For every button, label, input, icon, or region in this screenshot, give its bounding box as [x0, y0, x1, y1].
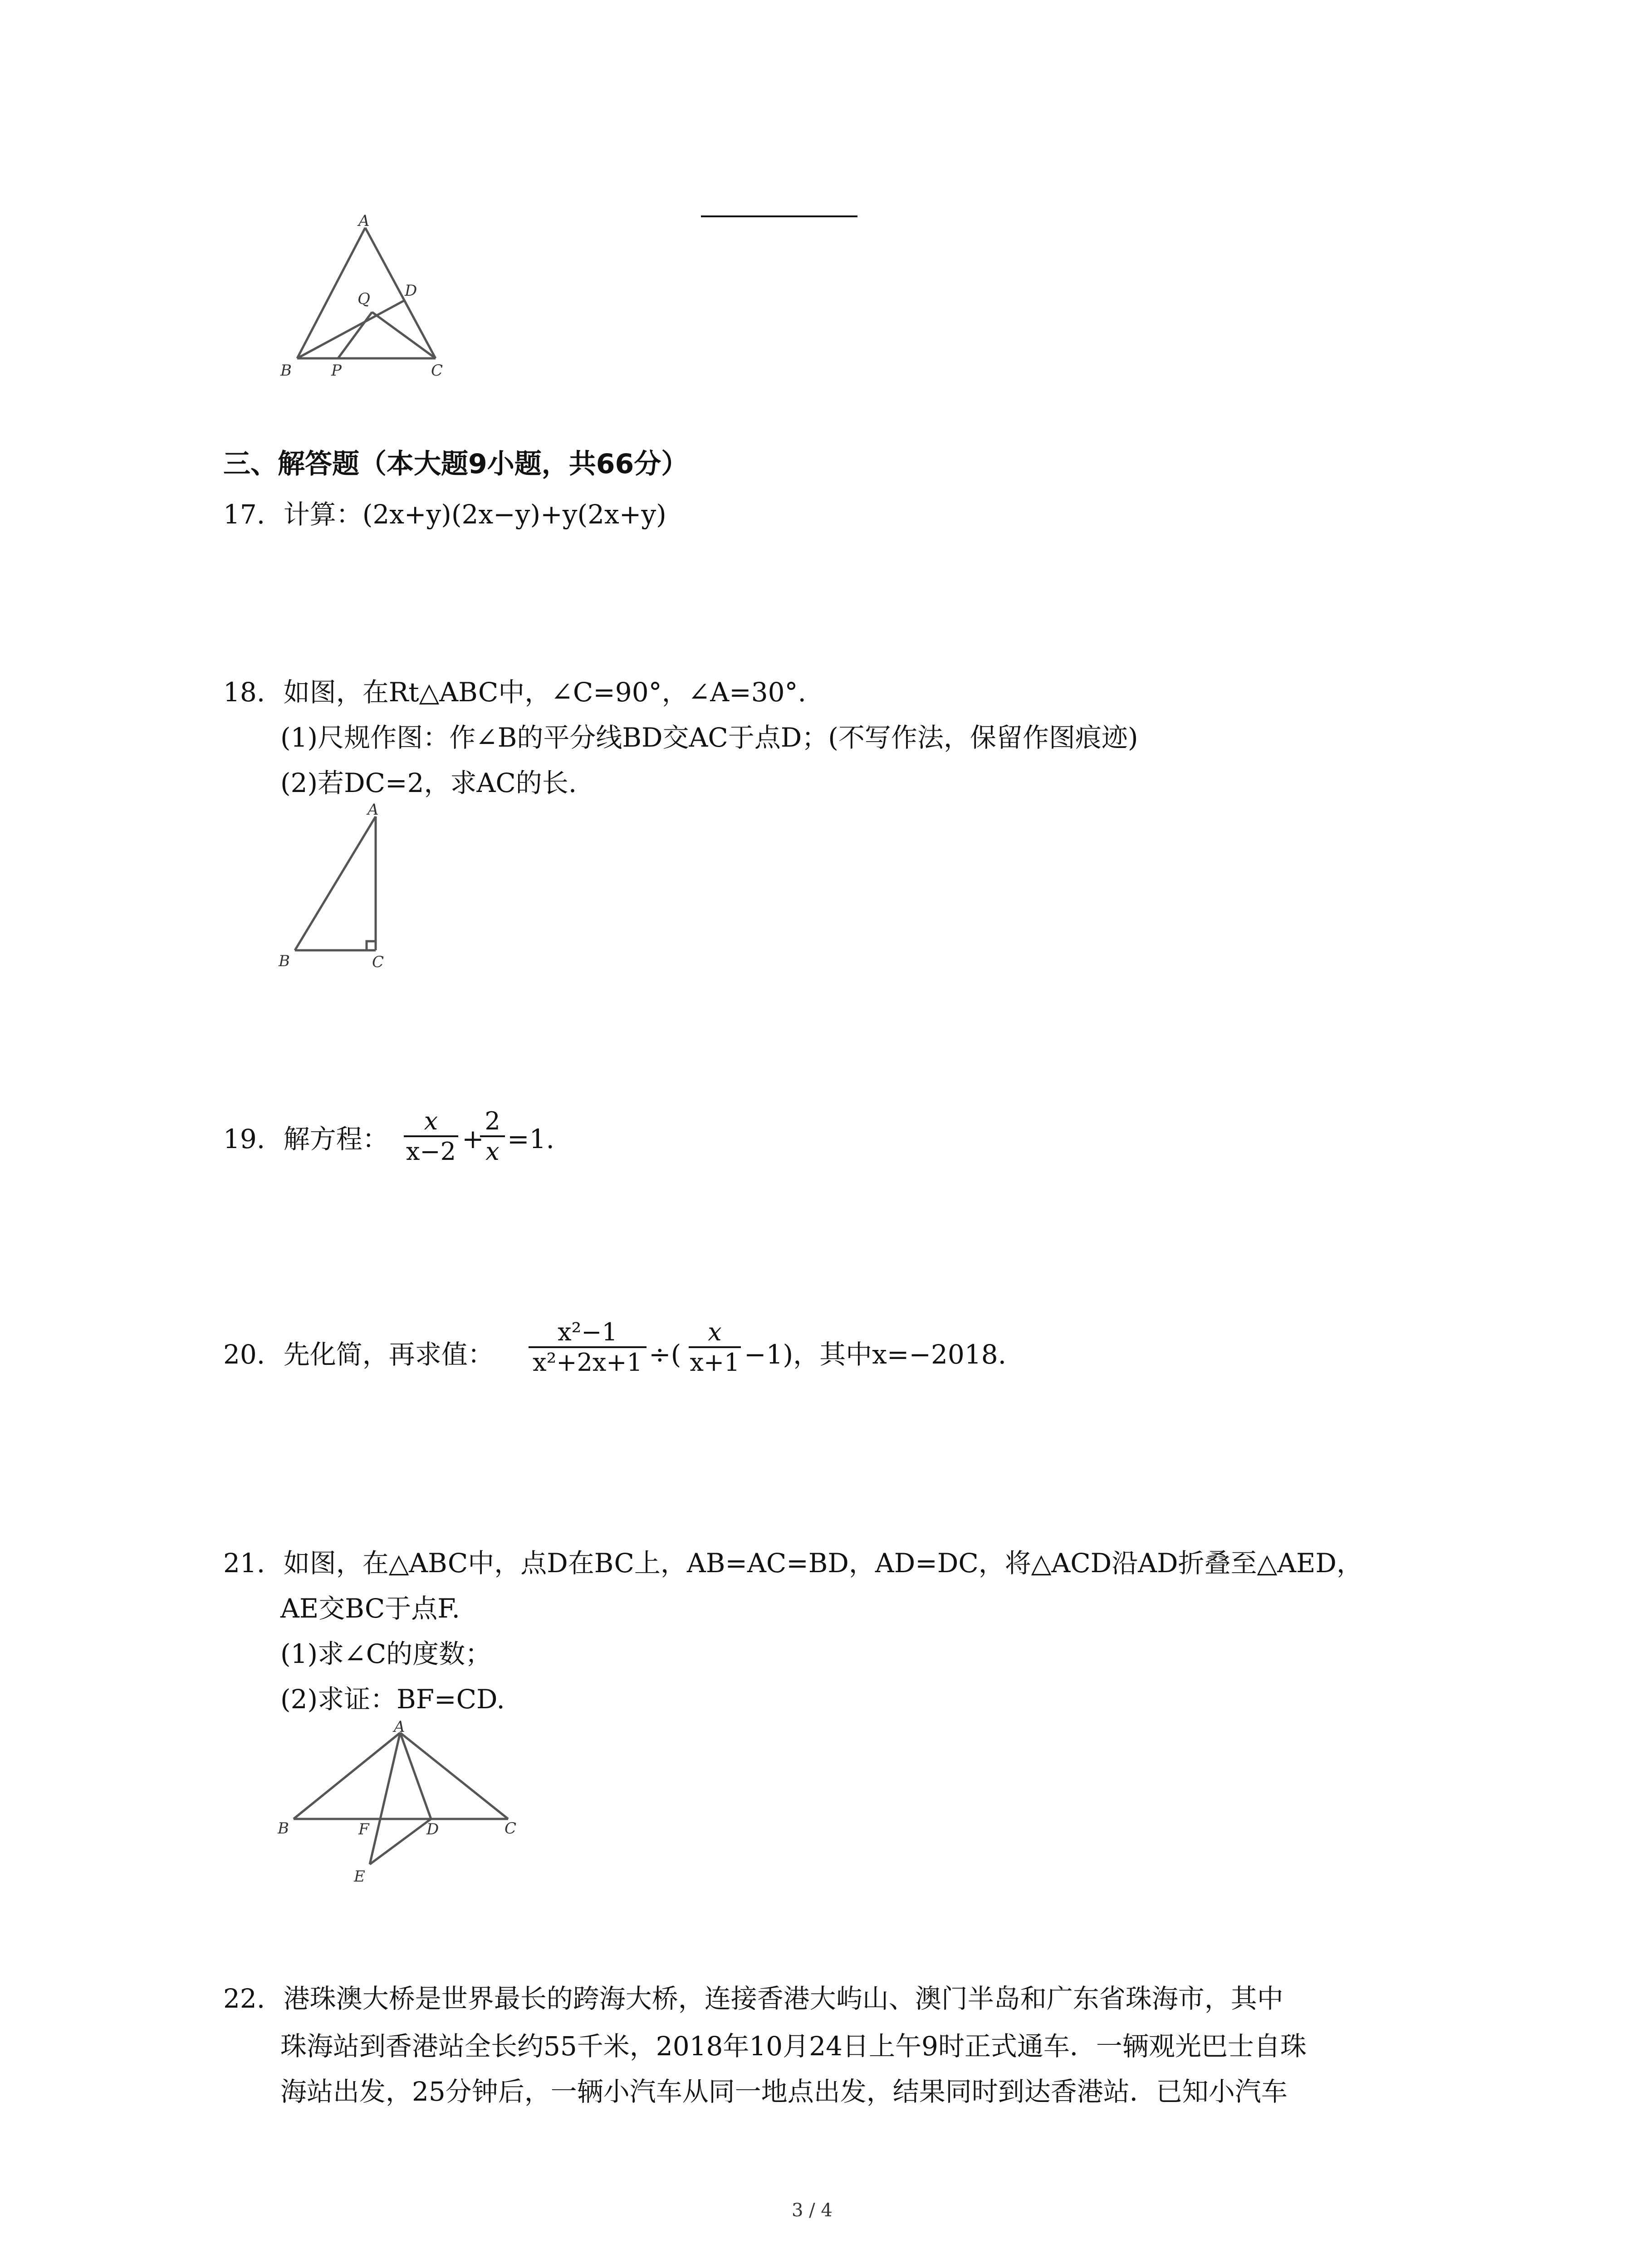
question-22-line-3: 海站出发，25分钟后，一辆小汽车从同一地点出发，结果同时到达香港站．已知小汽车	[280, 2076, 1288, 2107]
numerator: x	[708, 1318, 722, 1346]
label-b: B	[280, 362, 292, 380]
numerator: 2	[485, 1107, 500, 1135]
question-20-suffix: −1)，其中x=−2018.	[744, 1339, 1007, 1370]
question-text: 如图，在Rt△ABC中，∠C=90°，∠A=30°.	[283, 677, 806, 708]
question-text: 计算：(2x+y)(2x−y)+y(2x+y)	[283, 499, 666, 530]
question-number: 17.	[223, 499, 265, 530]
section-title: 三、解答题（本大题9小题，共66分）	[223, 448, 689, 480]
question-number: 19.	[223, 1124, 265, 1154]
numerator: x	[424, 1107, 438, 1135]
label-e: E	[354, 1867, 365, 1886]
denominator: x+1	[689, 1346, 741, 1377]
question-number: 22.	[223, 1983, 265, 2014]
label-d: D	[405, 282, 417, 300]
question-prefix: 解方程：	[283, 1124, 389, 1154]
question-text: 港珠澳大桥是世界最长的跨海大桥，连接香港大屿山、澳门半岛和广东省珠海市，其中	[283, 1983, 1283, 2014]
question-number: 21.	[223, 1548, 265, 1579]
page-number: 3 / 4	[792, 2200, 833, 2221]
denominator: x²+2x+1	[529, 1346, 647, 1377]
fraction-x-over-x-plus-1	[689, 1318, 741, 1377]
figure-triangle-abc-pq	[268, 213, 467, 390]
label-d: D	[426, 1820, 439, 1838]
denominator: x	[480, 1135, 505, 1166]
question-text: 如图，在△ABC中，点D在BC上，AB=AC=BD，AD=DC，将△ACD沿AD折叠至△AED，	[283, 1548, 1363, 1579]
question-19	[223, 1123, 389, 1156]
fraction-2-over-x	[480, 1107, 505, 1166]
fraction-x-over-x-minus-2	[404, 1107, 458, 1166]
question-18-part-2: (2)若DC=2，求AC的长.	[280, 767, 577, 798]
question-20	[223, 1338, 494, 1371]
denominator: x−2	[404, 1135, 458, 1166]
question-18-part-1: (1)尺规作图：作∠B的平分线BD交AC于点D；(不写作法，保留作图痕迹)	[280, 722, 1138, 753]
label-p: P	[331, 362, 342, 380]
label-f: F	[358, 1820, 369, 1838]
question-17	[223, 498, 666, 531]
question-22	[223, 1982, 1283, 2015]
label-a: A	[394, 1719, 405, 1736]
question-22-line-2: 珠海站到香港站全长约55千米，2018年10月24日上午9时正式通车．一辆观光巴士自珠	[280, 2031, 1307, 2062]
fraction-x2-minus-1-over-x2-plus-2x-plus-1	[529, 1318, 647, 1377]
label-a: A	[367, 801, 379, 819]
equation-rhs: =1.	[507, 1124, 554, 1154]
label-a: A	[358, 213, 370, 230]
label-c: C	[505, 1819, 517, 1838]
question-number: 20.	[223, 1339, 265, 1370]
figure-triangle-folding	[268, 1719, 531, 1892]
division-sign: ÷(	[649, 1339, 681, 1370]
label-c: C	[431, 362, 443, 380]
answer-blank-line	[701, 215, 857, 217]
question-prefix: 先化简，再求值：	[283, 1339, 494, 1370]
question-21-part-2: (2)求证：BF=CD.	[280, 1684, 505, 1715]
label-q: Q	[358, 290, 370, 308]
figure-right-triangle	[272, 798, 408, 980]
question-21	[223, 1547, 1363, 1580]
label-b: B	[279, 952, 290, 970]
label-b: B	[278, 1819, 289, 1838]
question-18	[223, 676, 806, 709]
numerator: x²−1	[558, 1318, 617, 1346]
label-c: C	[372, 953, 384, 971]
question-21-part-1: (1)求∠C的度数；	[280, 1638, 492, 1669]
question-number: 18.	[223, 677, 265, 708]
plus-sign: +	[462, 1124, 484, 1154]
question-21-line-2: AE交BC于点F.	[280, 1593, 460, 1624]
